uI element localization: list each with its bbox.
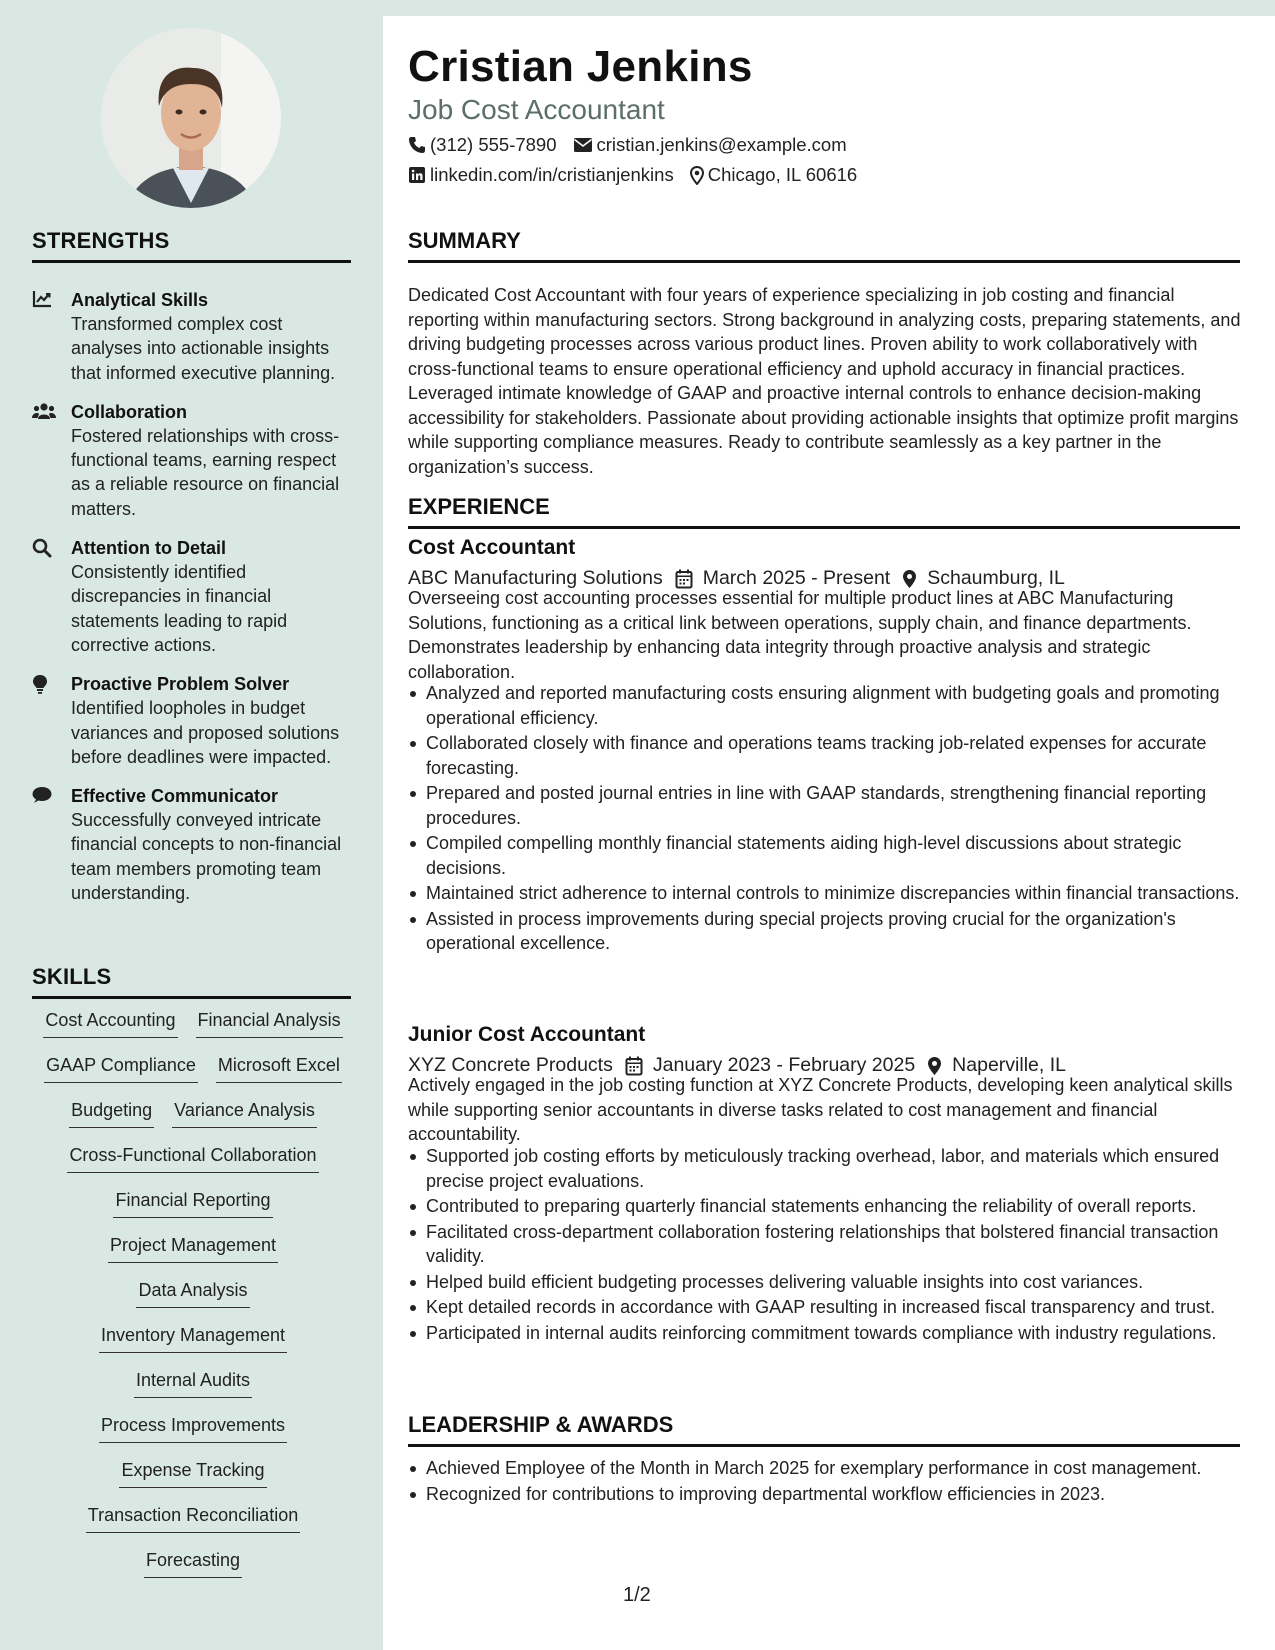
job-bullet: Helped build efficient budgeting processes delivering valuable insights into cost variances. [408,1270,1243,1295]
skill-tag: Forecasting [144,1548,242,1578]
job-bullet: Collaborated closely with finance and operations teams tracking job-related expenses for accurate forecasting. [408,731,1243,780]
skill-tag: Cost Accounting [43,1008,177,1038]
job-bullet: Kept detailed records in accordance with GAAP resulting in increased fiscal transparency and trust. [408,1295,1243,1320]
strength-title: Attention to Detail [71,538,226,559]
job-dates: January 2023 - February 2025 [652,1054,916,1076]
awards-heading: LEADERSHIP & AWARDS [408,1412,1240,1447]
skill-tag: Microsoft Excel [216,1053,342,1083]
skill-tag: Expense Tracking [119,1458,266,1488]
users-icon [32,402,54,422]
skill-tag: Process Improvements [99,1413,287,1443]
phone-contact[interactable] [408,134,557,156]
skills-heading: SKILLS [32,964,351,999]
profile-photo [101,28,281,208]
job-bullet: Contributed to preparing quarterly financial statements enhancing the reliability of overall reports. [408,1194,1243,1219]
job-position-title: Cost Accountant [408,536,576,559]
search-icon [32,538,54,558]
sidebar [0,0,383,1650]
job-bullet: Participated in internal audits reinforcing commitment towards compliance with industry regulations. [408,1321,1243,1346]
skill-tag: Cross-Functional Collaboration [67,1143,318,1173]
skill-tag: Inventory Management [99,1323,287,1353]
award-item: Achieved Employee of the Month in March 2025 for exemplary performance in cost management. [408,1456,1243,1481]
strength-title: Proactive Problem Solver [71,674,290,695]
award-item: Recognized for contributions to improving departmental workflow efficiencies in 2023. [408,1482,1243,1507]
main-content [383,16,1275,1650]
job-bullets [408,1144,1243,1346]
job-location: Naperville, IL [952,1054,1066,1076]
linkedin-text: linkedin.com/in/cristianjenkins [430,164,674,185]
linkedin-contact[interactable] [408,164,674,186]
skill-tag: Project Management [108,1233,278,1263]
contact-row [408,134,863,156]
job-position-title: Junior Cost Accountant [408,1023,646,1046]
job-dates: March 2025 - Present [702,567,891,589]
phone-text: (312) 555-7890 [430,134,557,155]
job-description: Actively engaged in the job costing function at XYZ Concrete Products, developing keen analytical skills while supporting senior accountants in diverse tasks related to cost management and financial accountability. [408,1075,1233,1144]
job-bullet: Maintained strict adherence to internal controls to minimize discrepancies within financial transactions. [408,881,1243,906]
lightbulb-icon [32,674,54,694]
job-company: ABC Manufacturing Solutions [408,567,663,589]
strength-desc: Fostered relationships with cross-functional teams, earning respect as a reliable resource on financial matters. [71,425,340,519]
skill-tag: Financial Analysis [196,1008,343,1038]
job-location: Schaumburg, IL [927,567,1065,589]
job-bullet: Assisted in process improvements during special projects proving crucial for the organization's operational excellence. [408,907,1243,956]
skills-list [28,1008,358,1593]
strengths-list [32,288,358,920]
chart-line-icon [32,290,54,310]
strength-title: Analytical Skills [71,290,209,310]
job-bullet: Compiled compelling monthly financial statements aiding high-level discussions about strategic decisions. [408,831,1243,880]
strength-item [32,784,358,905]
map-pin-icon [690,166,704,185]
envelope-icon [573,137,593,153]
job-description: Overseeing cost accounting processes essential for multiple product lines at ABC Manufacturing Solutions, functioning as a critical link between operations, supply chain, and finance departments. Demonstrates leadership by enhancing data integrity through proactive analysis and strategic collaboration. [408,588,1192,682]
skill-tag: Internal Audits [134,1368,252,1398]
page-number: 1/2 [623,1584,651,1606]
job-bullet: Prepared and posted journal entries in line with GAAP standards, strengthening financial reporting procedures. [408,781,1243,830]
strength-desc: Successfully conveyed intricate financial concepts to non-financial team members promoting team understanding. [71,810,342,904]
location-text: Chicago, IL 60616 [707,164,858,185]
phone-icon [408,136,426,154]
skill-tag: Data Analysis [136,1278,249,1308]
job-bullet: Analyzed and reported manufacturing costs ensuring alignment with budgeting goals and promoting operational efficiency. [408,681,1243,730]
strength-desc: Consistently identified discrepancies in financial statements leading to rapid corrective actions. [71,562,288,655]
candidate-name: Cristian Jenkins [408,42,753,91]
job-bullet: Facilitated cross-department collaboration fostering relationships that bolstered financial transaction validity. [408,1220,1243,1269]
strength-title: Collaboration [71,401,187,422]
job-title: Job Cost Accountant [408,94,665,125]
job-bullet: Supported job costing efforts by meticulously tracking overhead, labor, and materials which ensured precise project evaluations. [408,1144,1243,1193]
strength-item [32,672,358,769]
linkedin-icon [408,166,426,184]
awards-list [408,1456,1243,1507]
strength-desc: Transformed complex cost analyses into actionable insights that informed executive planning. [71,314,336,383]
skill-tag: Budgeting [69,1098,154,1128]
job-bullets [408,681,1243,957]
job-company: XYZ Concrete Products [408,1054,613,1076]
strengths-heading: STRENGTHS [32,228,351,263]
skill-tag: Variance Analysis [172,1098,317,1128]
strength-item [32,400,358,521]
email-contact[interactable] [573,134,847,156]
comment-icon [32,786,54,806]
summary-heading: SUMMARY [408,228,1240,263]
email-text: cristian.jenkins@example.com [596,134,847,155]
strength-desc: Identified loopholes in budget variances and proposed solutions before deadlines were impacted. [71,698,340,767]
skill-tag: Transaction Reconciliation [86,1503,300,1533]
experience-heading: EXPERIENCE [408,494,1240,529]
summary-text: Dedicated Cost Accountant with four years of experience specializing in job costing and financial reporting within manufacturing sectors. Strong background in analyzing costs, preparing statements, and driving budgeting processes across various product lines. Proven ability to work collaboratively with cross-functional teams to ensure operational efficiency and uphold accuracy in financial practices. Leveraged intimate knowledge of GAAP and proactive internal controls to enhance decision-making accessibility for stakeholders. Passionate about providing actionable insights that optimize profit margins while supporting compliance measures. Ready to contribute seamlessly as a key partner in the organization’s success. [408,285,1241,477]
strength-item [32,536,358,657]
contact-row [408,164,873,186]
strength-title: Effective Communicator [71,786,279,807]
strength-item [32,288,358,385]
skill-tag: Financial Reporting [113,1188,272,1218]
skill-tag: GAAP Compliance [44,1053,198,1083]
location-contact [690,164,857,186]
